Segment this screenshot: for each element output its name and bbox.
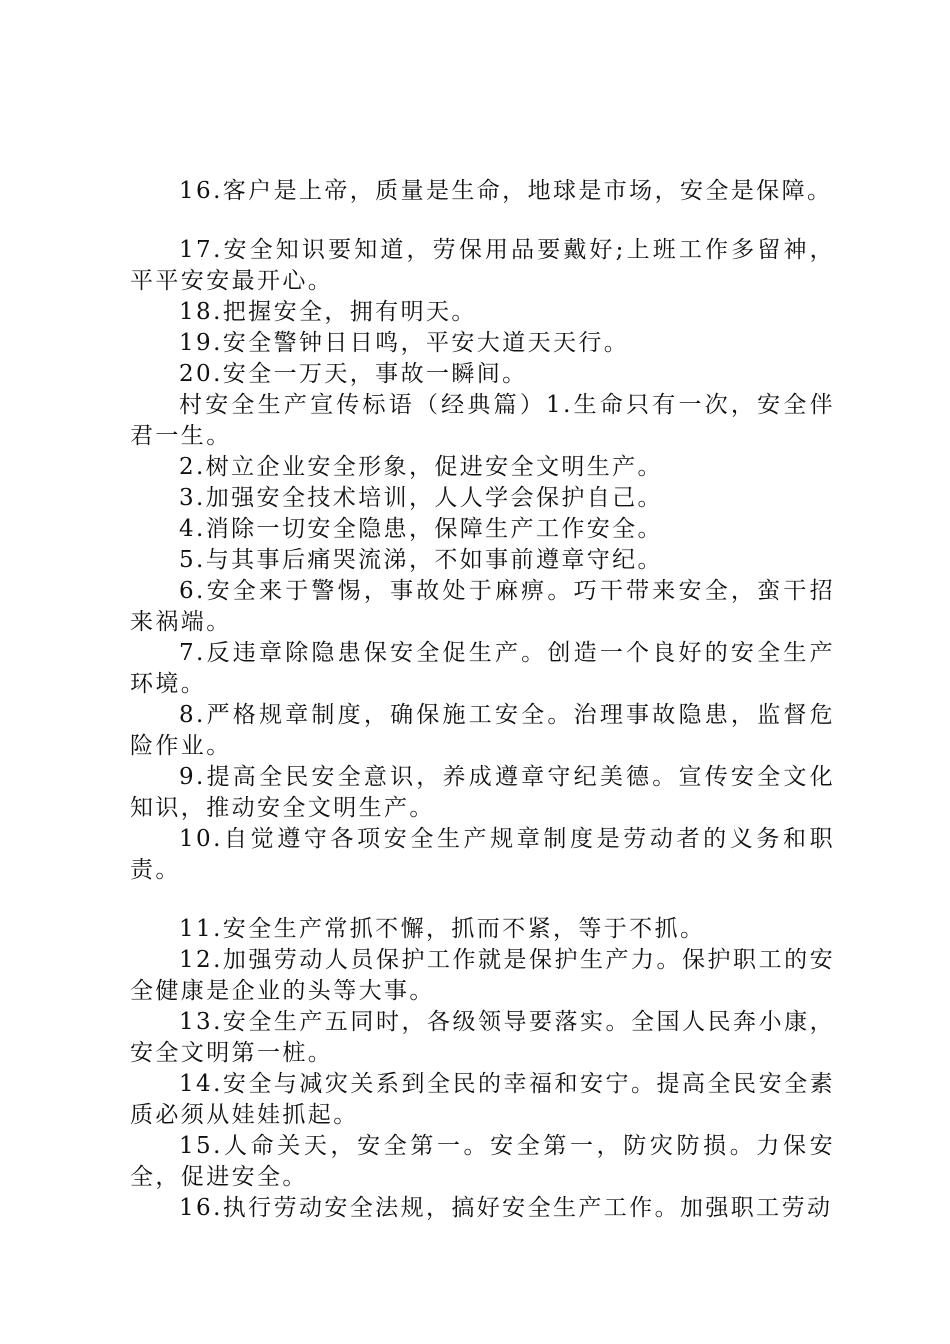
paragraph: 9.提高全民安全意识，养成遵章守纪美德。宣传安全文化知识，推动安全文明生产。: [130, 764, 835, 821]
paragraph: 村安全生产宣传标语（经典篇）1.生命只有一次，安全伴君一生。: [130, 392, 835, 449]
paragraph: 3.加强安全技术培训，人人学会保护自己。: [179, 485, 663, 511]
paragraph: 5.与其事后痛哭流涕，不如事前遵章守纪。: [179, 547, 663, 573]
paragraph: 6.安全来于警惕，事故处于麻痹。巧干带来安全，蛮干招来祸端。: [130, 578, 835, 635]
paragraph: 13.安全生产五同时，各级领导要落实。全国人民奔小康，安全文明第一桩。: [130, 1009, 835, 1066]
document-body: [130, 176, 835, 1224]
paragraph: 15.人命关天，安全第一。安全第一，防灾防损。力保安全，促进安全。: [130, 1133, 835, 1190]
paragraph: 16.执行劳动安全法规，搞好安全生产工作。加强职工劳动: [179, 1195, 833, 1221]
paragraph: 10.自觉遵守各项安全生产规章制度是劳动者的义务和职责。: [130, 826, 835, 883]
paragraph: 12.加强劳动人员保护工作就是保护生产力。保护职工的安全健康是企业的头等大事。: [130, 947, 835, 1004]
paragraph: 18.把握安全，拥有明天。: [179, 299, 477, 325]
paragraph: 16.客户是上帝，质量是生命，地球是市场，安全是保障。: [179, 178, 833, 204]
paragraph: 17.安全知识要知道，劳保用品要戴好;上班工作多留神，平平安安最开心。: [130, 237, 835, 294]
paragraph: 8.严格规章制度，确保施工安全。治理事故隐患，监督危险作业。: [130, 702, 835, 759]
paragraph: 14.安全与减灾关系到全民的幸福和安宁。提高全民安全素质必须从娃娃抓起。: [130, 1071, 835, 1128]
paragraph-gap: [130, 207, 835, 235]
paragraph: 4.消除一切安全隐患，保障生产工作安全。: [179, 516, 663, 542]
paragraph-gap: [130, 886, 835, 914]
paragraph: 11.安全生产常抓不懈，抓而不紧，等于不抓。: [179, 916, 706, 942]
paragraph: 7.反违章除隐患保安全促生产。创造一个良好的安全生产环境。: [130, 640, 835, 697]
paragraph: 20.安全一万天，事故一瞬间。: [179, 361, 528, 387]
paragraph: 2.树立企业安全形象，促进安全文明生产。: [179, 454, 663, 480]
paragraph: 19.安全警钟日日鸣，平安大道天天行。: [179, 330, 630, 356]
